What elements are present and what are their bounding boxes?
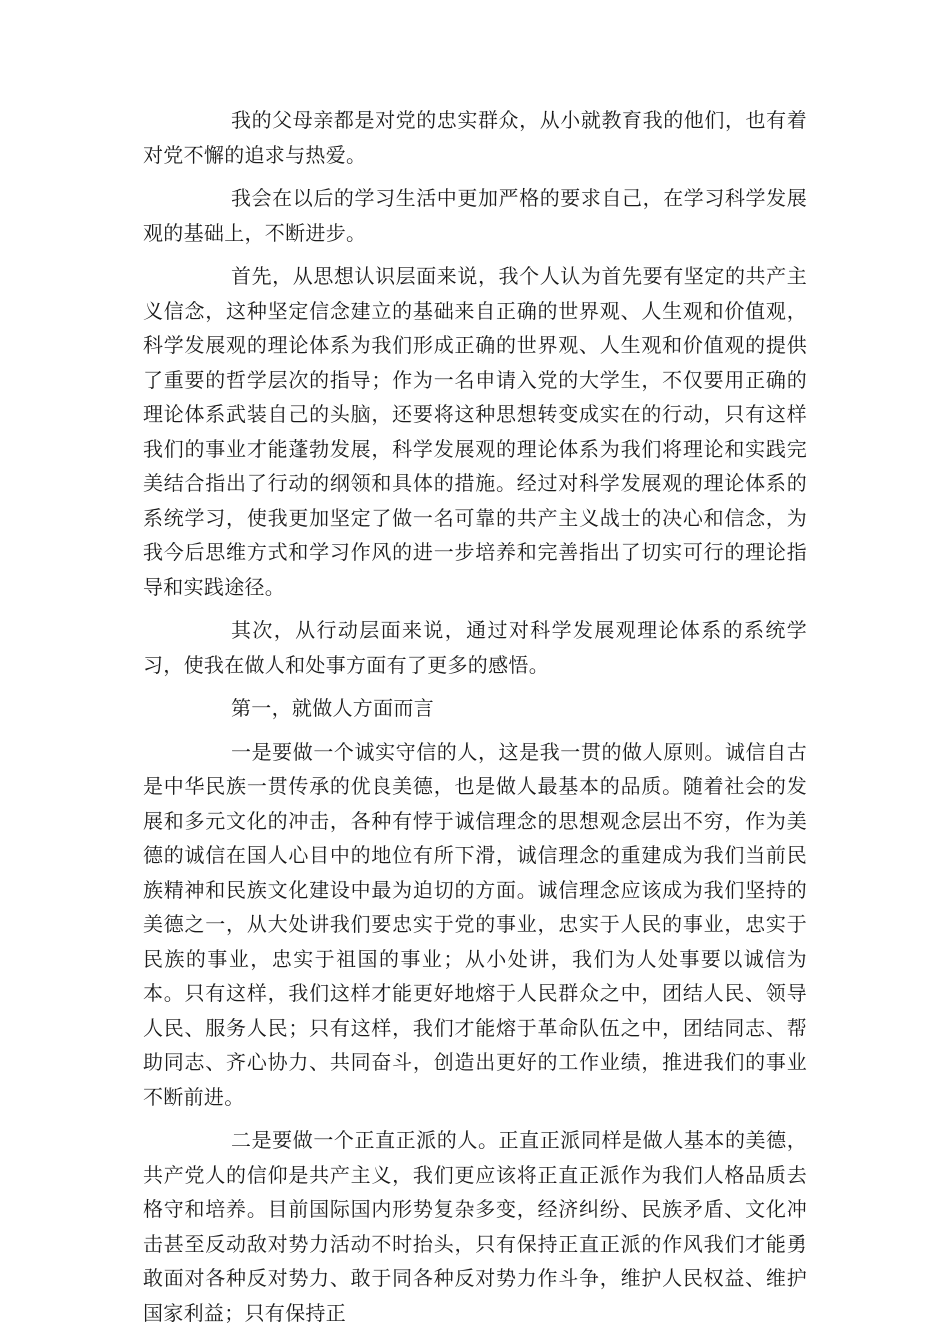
document-body [143, 103, 807, 1339]
paragraph-honesty: 一是要做一个诚实守信的人，这是我一贯的做人原则。诚信自古是中华民族一贯传承的优良美德，也是做人最基本的品质。随着社会的发展和多元文化的冲击，各种有悖于诚信理念的思想观念层出不穷，作为美德的诚信在国人心目中的地位有所下滑，诚信理念的重建成为我们当前民族精神和民族文化建设中最为迫切的方面。诚信理念应该成为我们坚持的美德之一，从大处讲我们要忠实于党的事业，忠实于人民的事业，忠实于民族的事业，忠实于祖国的事业；从小处讲，我们为人处事要以诚信为本。只有这样，我们这样才能更好地熔于人民群众之中，团结人民、领导人民、服务人民；只有这样，我们才能熔于革命队伍之中，团结同志、帮助同志、齐心协力、共同奋斗，创造出更好的工作业绩，推进我们的事业不断前进。 [143, 739, 807, 1109]
paragraph-integrity: 二是要做一个正直正派的人。正直正派同样是做人基本的美德，共产党人的信仰是共产主义，我们更应该将正直正派作为我们人格品质去格守和培养。目前国际国内形势复杂多变，经济纠纷、民族矛盾、文化冲击甚至反动敌对势力活动不时抬头，只有保持正直正派的作风我们才能勇敢面对各种反对势力、敢于同各种反对势力作斗争，维护人民权益、维护国家利益；只有保持正 [143, 1128, 807, 1325]
paragraph-heading-conduct: 第一，就做人方面而言 [231, 696, 434, 720]
paragraph-action-level: 其次，从行动层面来说，通过对科学发展观理论体系的系统学习，使我在做人和处事方面有了更多的感悟。 [143, 618, 807, 677]
paragraph-self-discipline: 我会在以后的学习生活中更加严格的要求自己，在学习科学发展观的基础上，不断进步。 [143, 186, 807, 245]
paragraph-parents: 我的父母亲都是对党的忠实群众，从小就教育我的他们，也有着对党不懈的追求与热爱。 [143, 108, 807, 167]
paragraph-ideological-level: 首先，从思想认识层面来说，我个人认为首先要有坚定的共产主义信念，这种坚定信念建立的基础来自正确的世界观、人生观和价值观，科学发展观的理论体系为我们形成正确的世界观、人生观和价值观的提供了重要的哲学层次的指导；作为一名申请入党的大学生，不仅要用正确的理论体系武装自己的头脑，还要将这种思想转变成实在的行动，只有这样我们的事业才能蓬勃发展，科学发展观的理论体系为我们将理论和实践完美结合指出了行动的纲领和具体的措施。经过对科学发展观的理论体系的系统学习，使我更加坚定了做一名可靠的共产主义战士的决心和信念，为我今后思维方式和学习作风的进一步培养和完善指出了切实可行的理论指导和实践途径。 [143, 264, 807, 599]
